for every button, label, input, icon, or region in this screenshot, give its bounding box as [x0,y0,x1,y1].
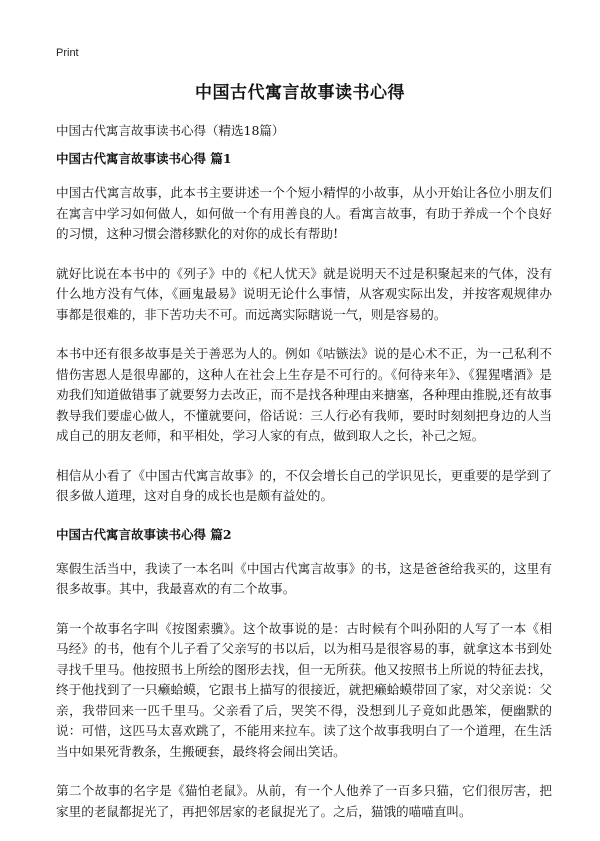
paragraph: 相信从小看了《中国古代寓言故事》的，不仅会增长自己的学识见长，更重要的是学到了很多做人道理，这对自身的成长也是颇有益处的。 [56,467,552,503]
print-link[interactable]: Print [56,47,79,59]
paragraph: 本书中还有很多故事是关于善恶为人的。例如《咕镞法》说的是心术不正，为一己私利不惜伤害恩人是很卑鄙的，这种人在社会上生存是不可行的。《何待来年》、《猩猩嗜酒》是劝我们知道做错事了就要努力去改正，而不是找各种理由来搪塞，各种理由推脱,还有故事教导我们要虚心做人，不懂就要问，俗话说：三人行必有我师，要时时刻刻把身边的人当成自己的朋友老师，和平相处，学习人家的有点，做到取人之长，补己之短。 [56,346,552,443]
section-1 [56,150,552,507]
document-subtitle: 中国古代寓言故事读书心得（精选18篇） [56,123,285,138]
paragraph: 第一个故事名字叫《按图索骥》。这个故事说的是：古时候有个叫孙阳的人写了一本《相马经》的书，他有个儿子看了父亲写的书以后，以为相马是很容易的事，就拿这本书到处寻找千里马。他按照书上所绘的图形去找，但一无所获。他又按照书上所说的特征去找，终于他找到了一只癞蛤蟆，它跟书上描写的很接近，就把癞蛤蟆带回了家，对父亲说：父亲，我带回来一匹千里马。父亲看了后，哭笑不得，没想到儿子竟如此愚笨，便幽默的说：可惜，这匹马太喜欢跳了，不能用来拉车。读了这个故事我明白了一个道理，在生活当中如果死背教条，生搬硬套，最终将会闹出笑话。 [56,620,552,759]
section-heading: 中国古代寓言故事读书心得 篇1 [56,151,232,166]
document-body [56,150,552,841]
paragraph: 第二个故事的名字是《猫怕老鼠》。从前，有一个人他养了一百多只猫，它们很厉害，把家里的老鼠都捉光了，再把邻居家的老鼠捉光了。之后，猫饿的喵喵直叫。 [56,783,552,819]
section-heading: 中国古代寓言故事读书心得 篇2 [56,526,232,542]
paragraph: 中国古代寓言故事，此本书主要讲述一个个短小精悍的小故事，从小开始让各位小朋友们在寓言中学习如何做人，如何做一个有用善良的人。看寓言故事，有助于养成一个个良好的习惯，这种习惯会潜移默化的对你的成长有帮助! [56,185,552,241]
page-title: 中国古代寓言故事读书心得 [195,83,405,103]
paragraph: 就好比说在本书中的《列子》中的《杞人忧天》就是说明天不过是积聚起来的气体，没有什么地方没有气体，《画鬼最易》说明无论什么事情，从客观实际出发，并按客观规律办事都是很难的，非下苦功夫不可。而远离实际瞎说一气，则是容易的。 [56,265,552,322]
paragraph: 寒假生活当中，我读了一本名叫《中国古代寓言故事》的书，这是爸爸给我买的，这里有很多故事。其中，我最喜欢的有二个故事。 [56,560,552,596]
section-2 [56,526,552,823]
